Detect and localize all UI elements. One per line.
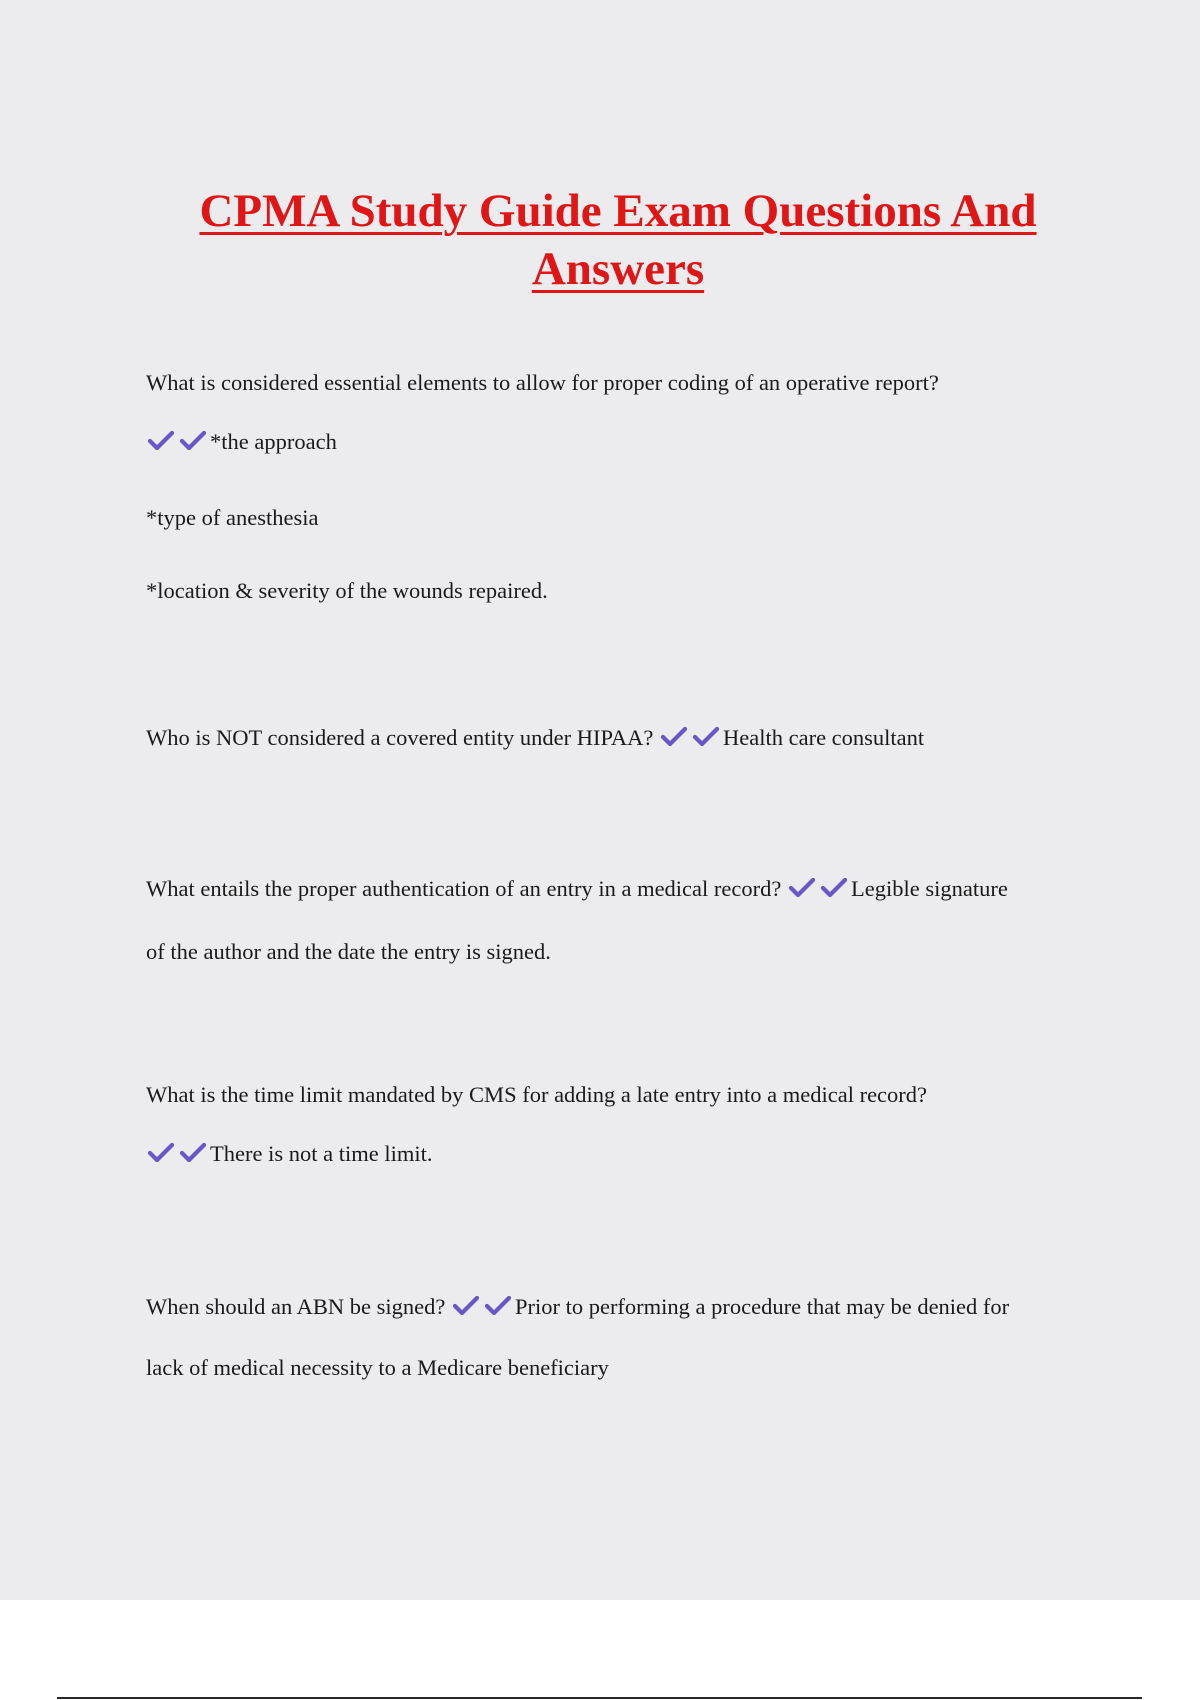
answer-1-line-1: *the approach — [146, 427, 1086, 457]
double-checkmark-icon — [146, 429, 208, 453]
double-checkmark-icon — [659, 725, 721, 749]
question-1: What is considered essential elements to allow for proper coding of an operative report? — [146, 370, 939, 395]
title-line-1: CPMA Study Guide Exam Questions And — [199, 185, 1037, 237]
document-title — [150, 182, 1086, 298]
double-checkmark-icon — [451, 1294, 513, 1318]
question-3: What entails the proper authentication of an entry in a medical record? Legible signature — [146, 876, 1008, 901]
title-line-2: Answers — [531, 243, 705, 295]
double-checkmark-icon — [146, 1141, 208, 1165]
answer-4: There is not a time limit. — [146, 1139, 1086, 1169]
answer-1-line-2: *type of anesthesia — [146, 505, 319, 530]
double-checkmark-icon — [787, 876, 849, 900]
question-4: What is the time limit mandated by CMS for adding a late entry into a medical record? — [146, 1082, 928, 1107]
footer-divider — [57, 1697, 1142, 1699]
answer-5-line-2: lack of medical necessity to a Medicare beneficiary — [146, 1355, 609, 1380]
answer-2: Health care consultant — [723, 725, 925, 750]
answer-5-part-1: Prior to performing a procedure that may be denied for — [514, 1294, 1010, 1319]
question-2: Who is NOT considered a covered entity under HIPAA? Health care consultant — [146, 725, 925, 750]
answer-3-part-1: Legible signature — [850, 876, 1008, 901]
question-5: When should an ABN be signed? Prior to performing a procedure that may be denied for — [146, 1294, 1010, 1319]
answer-3-line-2: of the author and the date the entry is signed. — [146, 939, 551, 964]
answer-1-line-3: *location & severity of the wounds repaired. — [146, 578, 548, 603]
